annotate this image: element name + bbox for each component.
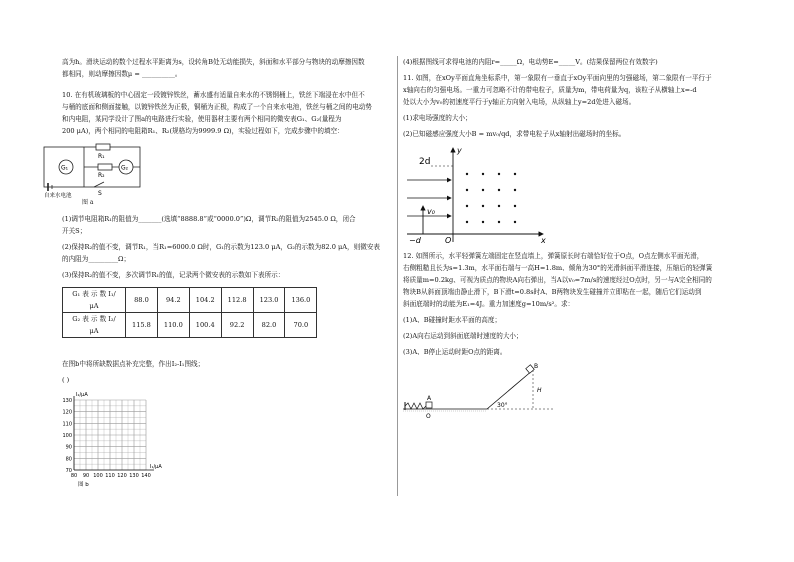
y-tick-label: 80 <box>65 456 72 463</box>
right-column <box>403 56 733 420</box>
y-tick-label: 120 <box>62 409 72 416</box>
y-axis-label: I₂/μA <box>76 392 88 398</box>
readings-table <box>62 287 317 338</box>
question-12: 12. 如图所示，水平轻弹簧左端固定在竖直墙上，弹簧原长时右端恰好位于O点，O点左侧水平面光滑， 右侧粗糙且长为s=1.3m，水平面右端与一高H=1.8m、倾角为30°的光滑斜面平滑连接，压缩后的轻弹簧 将质量m=0.2kg、可视为质点的物块A向右弹出，当A以v₀=7m/s的速度经过O点时，另一与A完全相同的 物块B从斜面顶端由静止滑下，B下滑t=0.8s时A、B两物块发生碰撞并立即粘在一起，随后它们运动到 斜面底端时的动能为E₁=4J。重力加速度g=10m/s²。求： <box>403 252 713 308</box>
x-tick-label: 80 <box>70 473 78 479</box>
x-axis-label: I₁/μA <box>150 464 162 470</box>
x-tick-label: 90 <box>82 473 90 479</box>
label-neg-d: −d <box>409 236 421 244</box>
intro-line: 高为h。滑块运动的数个过程水平距离为s，设转角B处无动能损失，斜面和水平部分与物块的动摩擦因数 都相同，则动摩擦因数μ = __________。 <box>62 58 365 78</box>
y-tick-label: 100 <box>62 433 72 439</box>
step-3: (3)保持R₂的值不变，多次调节R₁的值，记录两个微安表的示数如下表所示： <box>62 271 285 279</box>
spring-incline-diagram <box>403 362 563 420</box>
label-angle: 30° <box>497 402 508 409</box>
label-origin: O <box>445 236 452 244</box>
label-r1: R₁ <box>98 153 105 160</box>
step-2: (2)保持R₂的值不变，调节R₁，当R₁=6000.0 Ω时，G₁的示数为123.0 μA，G₂的示数为82.0 μA，则微安表 的内阻为_________Ω； <box>62 243 381 263</box>
graph-instruction: 在图b中将所缺数据点补充完整，作出I₂-I₁图线； <box>62 360 205 368</box>
block-a <box>426 402 432 408</box>
label-s: S <box>98 190 102 197</box>
column-divider <box>397 56 398 496</box>
table-cell: 70.0 <box>285 313 317 338</box>
battery-caption: 自来水电池 <box>44 193 72 199</box>
spring <box>405 403 426 409</box>
table-row <box>63 288 317 313</box>
label-h: H <box>537 387 542 394</box>
y-axis-label: y <box>457 146 462 155</box>
left-column <box>44 56 392 490</box>
answer-paren: ( ) <box>62 376 70 384</box>
grid-graph <box>52 390 162 490</box>
resistor-r1 <box>96 144 110 150</box>
label-r2: R₂ <box>98 172 105 179</box>
question-11: 11. 如图，在xOy平面直角坐标系中，第一象限有一垂直于xOy平面向里的匀强磁场，第二象限有一平行于 x轴向右的匀强电场。一重力可忽略不计的带电粒子，质量为m，带电荷量为q，该粒子从横轴上x=-d 处以大小为v₀的初速度平行于y轴正方向射入电场，从纵轴上y=2d处进入磁场。 <box>403 74 712 106</box>
label-g1: G₁ <box>61 164 69 172</box>
field-diagram <box>403 144 553 244</box>
incline <box>487 370 533 409</box>
row-header: G₁ 表 示 数 I₁/μA <box>63 288 126 313</box>
magnetic-field-dots <box>466 173 516 223</box>
label-a: A <box>427 395 432 402</box>
table-cell: 110.0 <box>157 313 189 338</box>
y-tick-label: 90 <box>65 444 72 451</box>
table-cell: 92.2 <box>221 313 253 338</box>
figure-a-caption: 图 a <box>82 199 94 206</box>
q11-sub-2: (2)已知磁感应强度大小B = mv₀/qd，求带电粒子从x轴射出磁场时的坐标。 <box>403 130 626 138</box>
label-o: O <box>426 413 431 420</box>
table-cell: 136.0 <box>285 288 317 313</box>
switch-s <box>94 182 104 187</box>
x-tick-label: 140 <box>141 473 151 479</box>
y-tick-label: 130 <box>62 398 72 404</box>
label-b: B <box>534 363 539 370</box>
label-2d: 2d <box>419 157 431 167</box>
x-tick-label: 130 <box>129 473 139 479</box>
q12-sub-2: (2)A向右运动到斜面底端时速度的大小； <box>403 332 523 340</box>
y-tick-label: 70 <box>65 468 72 474</box>
table-cell: 104.2 <box>189 288 221 313</box>
table-cell: 94.2 <box>157 288 189 313</box>
q11-sub-1: (1)求电场强度的大小； <box>403 114 472 122</box>
q12-sub-3: (3)A、B停止运动时距O点的距离。 <box>403 348 507 356</box>
x-tick-label: 100 <box>93 473 103 479</box>
question-10: 10. 在有机玻璃板的中心固定一段镀锌铁丝，蓄水盛有适量自来水的不锈钢桶上，铁丝下端浸在水中但不 与桶的底面和侧面接触，以镀锌铁丝为正极，铜桶为正极，构成了一个自来水电池，铁丝与桶之间的电动势 和内电阻，某同学设计了图a的电路进行实验，使用器材主要有两个相同的微安表G₁、G₂(量程为 200 μA)，两个相同的电阻箱R₁、R₂(规格均为9999.9 Ω)，实验过程如下，完成步骤中的填空： <box>62 91 372 135</box>
label-v0: v₀ <box>427 207 435 216</box>
table-cell: 82.0 <box>253 313 285 338</box>
label-g2: G₂ <box>121 164 129 172</box>
step-1: (1)调节电阻箱R₁的阻值为_______(选填“8888.8”或“0000.0”)Ω，调节R₂的阻值为2545.0 Ω，闭合 开关S； <box>62 215 356 235</box>
y-tick-label: 110 <box>62 421 72 428</box>
table-cell: 115.8 <box>126 313 158 338</box>
circuit-diagram <box>40 141 150 199</box>
row-header: G₂ 表 示 数 I₂/μA <box>63 313 126 338</box>
table-cell: 100.4 <box>189 313 221 338</box>
question-4: (4)根据图线可求得电池的内阻r=_____Ω，电动势E=_____V。(结果保留两位有效数字) <box>403 58 658 66</box>
q12-sub-1: (1)A、B碰撞时距水平面的高度； <box>403 316 502 324</box>
x-tick-label: 110 <box>105 473 115 479</box>
table-row <box>63 313 317 338</box>
resistor-r2 <box>98 164 112 170</box>
table-cell: 88.0 <box>126 288 158 313</box>
figure-b-caption: 图 b <box>78 482 89 488</box>
x-tick-label: 120 <box>117 473 127 479</box>
x-axis-label: x <box>541 236 546 244</box>
table-cell: 123.0 <box>253 288 285 313</box>
table-cell: 112.8 <box>221 288 253 313</box>
